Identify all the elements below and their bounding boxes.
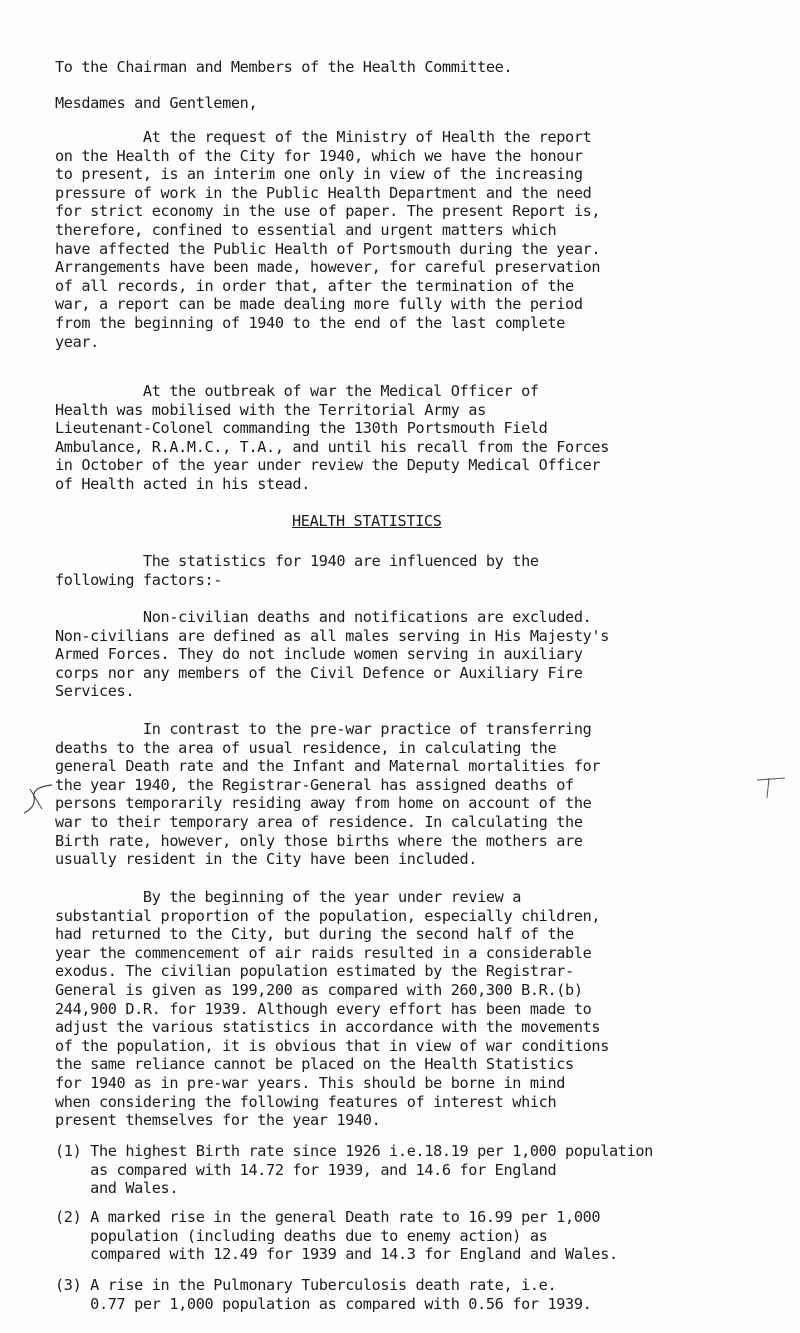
list-item-death-rate: (2) A marked rise in the general Death rate to 16.99 per 1,000 population (including deaths due to enemy action) as compared with 12.49 for 1939 and 14.3 for England and Wales. <box>55 1208 618 1264</box>
paragraph-transfer-of-deaths: In contrast to the pre-war practice of transferring deaths to the area of usual residence, in calculating the general Death rate and the Infant and Maternal mortalities for the year 1940, the Registrar-General has assigned deaths of persons temporarily residing away from home on account of the war to their temporary area of residence. In calculating the Birth rate, however, only those births where the mothers are usually resident in the City have been included. <box>55 720 601 869</box>
salutation-addressee: To the Chairman and Members of the Health Committee. <box>55 58 513 76</box>
margin-pencil-mark-right-icon <box>755 772 795 802</box>
list-item-birth-rate: (1) The highest Birth rate since 1926 i.e.18.19 per 1,000 population as compared with 14.72 for 1939, and 14.6 for England and Wales. <box>55 1142 653 1198</box>
section-heading-health-statistics: HEALTH STATISTICS <box>292 512 442 530</box>
paragraph-medical-officer: At the outbreak of war the Medical Officer of Health was mobilised with the Territorial Army as Lieutenant-Colonel commanding the 130th Portsmouth Field Ambulance, R.A.M.C., T.A., and until his recall from the Forces in October of the year under review the Deputy Medical Officer of Health acted in his stead. <box>55 382 610 493</box>
list-item-tuberculosis: (3) A rise in the Pulmonary Tuberculosis death rate, i.e. 0.77 per 1,000 population as compared with 0.56 for 1939. <box>55 1276 592 1313</box>
paragraph-non-civilians: Non-civilian deaths and notifications are excluded. Non-civilians are defined as all males serving in His Majesty's Armed Forces. They do not include women serving in auxiliary corps nor any members of the Civil Defence or Auxiliary Fire Services. <box>55 608 610 701</box>
paragraph-statistics-factors: The statistics for 1940 are influenced by the following factors:- <box>55 552 539 589</box>
paragraph-population: By the beginning of the year under review a substantial proportion of the population, especially children, had returned to the City, but during the second half of the year the commencement of air raids resulted in a considerable exodus. The civilian population estimated by the Registrar- General is given as 199,200 as compared with 260,300 B.R.(b) 244,900 D.R. for 1939. Although every effort has been made to adjust the various statistics in accordance with the movements of the population, it is obvious that in view of war conditions the same reliance cannot be placed on the Health Statistics for 1940 as in pre-war years. This should be borne in mind when considering the following features of interest which present themselves for the year 1940. <box>55 888 610 1130</box>
paragraph-interim-report: At the request of the Ministry of Health the report on the Health of the City for 1940, which we have the honour to present, is an interim one only in view of the increasing pressure of work in the Public Health Department and the need for strict economy in the use of paper. The present Report is, therefore, confined to essential and urgent matters which have affected the Public Health of Portsmouth during the year. Arrangements have been made, however, for careful preservation of all records, in order that, after the termination of the war, a report can be made dealing more fully with the period from the beginning of 1940 to the end of the last complete year. <box>55 128 601 351</box>
salutation-greeting: Mesdames and Gentlemen, <box>55 94 258 112</box>
margin-pencil-mark-icon <box>12 775 72 815</box>
